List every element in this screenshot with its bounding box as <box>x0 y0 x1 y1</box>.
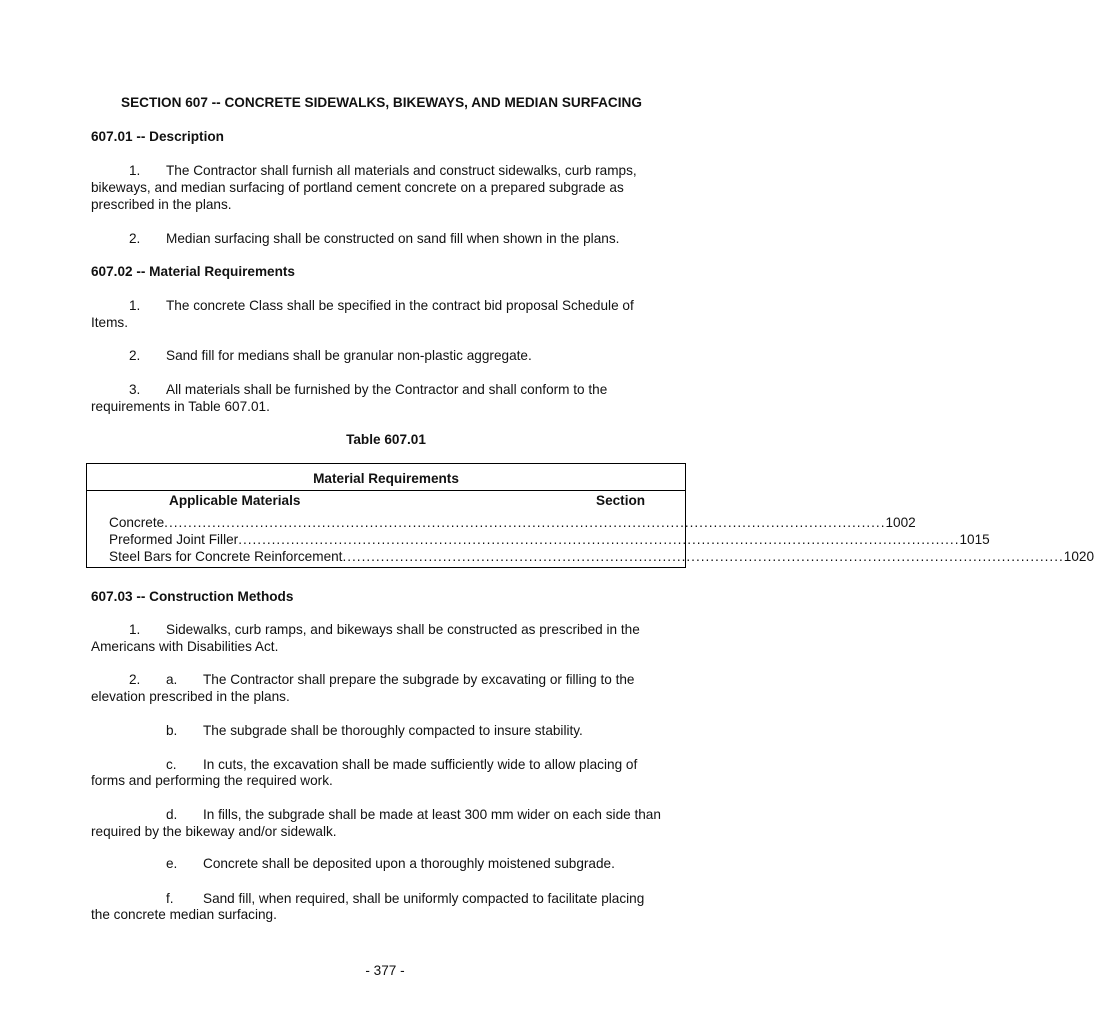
material-requirements-table <box>86 463 1094 568</box>
paragraph-number: 2. <box>129 231 141 246</box>
subparagraph-letter: a. <box>166 672 178 687</box>
paragraph-text: prescribed in the plans. <box>91 197 232 212</box>
material-name: Steel Bars for Concrete Reinforcement <box>109 549 343 564</box>
table-divider <box>87 490 685 491</box>
subsection-heading-607-03: 607.03 -- Construction Methods <box>91 589 294 604</box>
material-name: Concrete <box>109 515 165 530</box>
paragraph-text: required by the bikeway and/or sidewalk. <box>91 824 337 839</box>
paragraph-text: Median surfacing shall be constructed on sand fill when shown in the plans. <box>166 231 620 246</box>
paragraph-number: 1. <box>129 298 141 313</box>
paragraph-text: The subgrade shall be thoroughly compacted to insure stability. <box>203 723 583 738</box>
paragraph-text: Sand fill for medians shall be granular non-plastic aggregate. <box>166 348 532 363</box>
paragraph-text: Americans with Disabilities Act. <box>91 639 279 654</box>
subparagraph-letter: b. <box>166 723 178 738</box>
page-number: - 377 - <box>365 963 405 978</box>
paragraph-number: 2. <box>129 348 141 363</box>
subparagraph-letter: e. <box>166 856 178 871</box>
material-name: Preformed Joint Filler <box>109 532 239 547</box>
column-header-section: Section <box>596 493 646 508</box>
paragraph-number: 1. <box>129 163 141 178</box>
paragraph-text: Items. <box>91 315 129 330</box>
dot-leader: ....................................................................................................................................................... <box>238 532 960 547</box>
subparagraph-letter: c. <box>166 757 177 772</box>
section-number: 1020 <box>1063 549 1094 564</box>
subsection-heading-607-02: 607.02 -- Material Requirements <box>91 264 295 279</box>
paragraph-text: In fills, the subgrade shall be made at least 300 mm wider on each side than <box>203 807 661 822</box>
paragraph-text: Sand fill, when required, shall be uniformly compacted to facilitate placing <box>203 891 645 906</box>
table-row <box>109 548 1094 565</box>
paragraph-text: bikeways, and median surfacing of portland cement concrete on a prepared subgrade as <box>91 180 624 195</box>
subparagraph-letter: f. <box>166 891 174 906</box>
paragraph-text: Concrete shall be deposited upon a thoroughly moistened subgrade. <box>203 856 615 871</box>
paragraph-text: requirements in Table 607.01. <box>91 399 270 414</box>
table-row <box>109 514 916 531</box>
paragraph-text: Sidewalks, curb ramps, and bikeways shall be constructed as prescribed in the <box>166 622 640 637</box>
paragraph-text: The concrete Class shall be specified in the contract bid proposal Schedule of <box>166 298 634 313</box>
paragraph-text: All materials shall be furnished by the Contractor and shall conform to the <box>166 382 608 397</box>
section-title: SECTION 607 -- CONCRETE SIDEWALKS, BIKEWAYS, AND MEDIAN SURFACING <box>121 95 642 110</box>
section-number: 1002 <box>885 515 916 530</box>
subparagraph-letter: d. <box>166 807 178 822</box>
table-title: Material Requirements <box>313 471 459 486</box>
paragraph-number: 3. <box>129 382 141 397</box>
paragraph-text: the concrete median surfacing. <box>91 907 277 922</box>
table-caption: Table 607.01 <box>346 432 426 447</box>
dot-leader: ....................................................................................................................................................... <box>342 549 1064 564</box>
table-row <box>109 531 990 548</box>
column-header-materials: Applicable Materials <box>169 493 301 508</box>
subsection-heading-607-01: 607.01 -- Description <box>91 129 224 144</box>
paragraph-text: In cuts, the excavation shall be made sufficiently wide to allow placing of <box>203 757 638 772</box>
paragraph-text: forms and performing the required work. <box>91 773 333 788</box>
section-number: 1015 <box>959 532 990 547</box>
paragraph-text: elevation prescribed in the plans. <box>91 689 290 704</box>
paragraph-text: The Contractor shall furnish all materials and construct sidewalks, curb ramps, <box>166 163 637 178</box>
dot-leader: ....................................................................................................................................................... <box>164 515 886 530</box>
paragraph-text: The Contractor shall prepare the subgrade by excavating or filling to the <box>203 672 635 687</box>
paragraph-number: 1. <box>129 622 141 637</box>
paragraph-number: 2. <box>129 672 141 687</box>
